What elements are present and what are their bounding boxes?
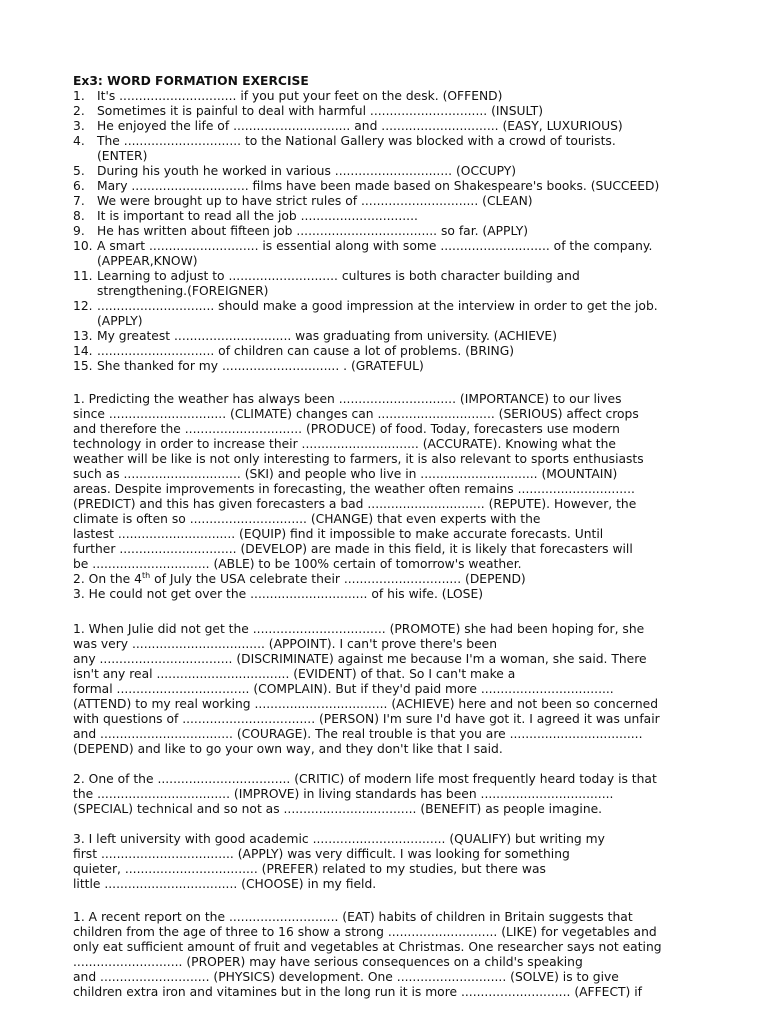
ordinal-suffix: th: [141, 570, 151, 580]
university-paragraph-line: little .................................. (CHOOSE) in my field.: [73, 877, 377, 891]
item-number: 6.: [73, 179, 85, 193]
item-text: .............................. should make a good impression at the interview in order to get the job.: [97, 299, 658, 313]
item-text: A smart ............................ is essential along with some ............................ of the company.: [97, 239, 653, 253]
promotion-paragraph-line: (DEPEND) and like to go your own way, and they don't like that I said.: [73, 742, 503, 756]
item-text: Sometimes it is painful to deal with harmful .............................. (INSULT): [97, 104, 543, 118]
weather-paragraph-line: further .............................. (DEVELOP) are made in this field, it is likely that forecasters will: [73, 542, 633, 556]
promotion-paragraph-line: 1. When Julie did not get the .................................. (PROMOTE) she had been hoping for, she: [73, 622, 645, 636]
promotion-paragraph-line: (ATTEND) to my real working .................................. (ACHIEVE) here and not been so concerned: [73, 697, 659, 711]
item-text: (ENTER): [97, 149, 148, 163]
item-number: 13.: [73, 329, 93, 343]
item-text: She thanked for my .............................. . (GRATEFUL): [97, 359, 424, 373]
item-text: strengthening.(FOREIGNER): [97, 284, 269, 298]
eating-paragraph-line: only eat sufficient amount of fruit and vegetables at Christmas. One researcher says not eating: [73, 940, 662, 954]
page-title: Ex3: WORD FORMATION EXERCISE: [73, 74, 309, 88]
item-text: (APPEAR,KNOW): [97, 254, 198, 268]
item-number: 2.: [73, 104, 85, 118]
item-text: It is important to read all the job ..............................: [97, 209, 418, 223]
critic-paragraph-line: 2. One of the .................................. (CRITIC) of modern life most frequently heard today is that: [73, 772, 657, 786]
item-number: 4.: [73, 134, 85, 148]
item-text: Mary .............................. films have been made based on Shakespeare's books. (SUCCEED): [97, 179, 660, 193]
item-number: 11.: [73, 269, 93, 283]
weather-paragraph-line: 1. Predicting the weather has always been .............................. (IMPORTANCE) to our lives: [73, 392, 622, 406]
promotion-paragraph-line: formal .................................. (COMPLAIN). But if they'd paid more ..................................: [73, 682, 614, 696]
item-text: He enjoyed the life of .............................. and .............................. (EASY, LUXURIOUS): [97, 119, 623, 133]
promotion-paragraph-line: isn't any real .................................. (EVIDENT) of that. So I can't make a: [73, 667, 516, 681]
july-line: [73, 572, 526, 587]
eating-paragraph-line: and ............................ (PHYSICS) development. One ............................ (SOLVE) is to give: [73, 970, 619, 984]
item-number: 7.: [73, 194, 85, 208]
item-number: 15.: [73, 359, 93, 373]
weather-paragraph-line: lastest .............................. (EQUIP) find it impossible to make accurate forecasts. Until: [73, 527, 604, 541]
weather-paragraph-line: climate is often so .............................. (CHANGE) that even experts with the: [73, 512, 541, 526]
weather-paragraph-line: since .............................. (CLIMATE) changes can .............................. (SERIOUS) affect crops: [73, 407, 639, 421]
item-number: 5.: [73, 164, 85, 178]
critic-paragraph-line: the .................................. (IMPROVE) in living standards has been ..................................: [73, 787, 614, 801]
july-line-start: 2. On the 4: [73, 572, 142, 586]
item-text: (APPLY): [97, 314, 143, 328]
weather-paragraph-line: technology in order to increase their .............................. (ACCURATE). Knowing what the: [73, 437, 616, 451]
eating-paragraph-line: ............................ (PROPER) may have serious consequences on a child's speaking: [73, 955, 583, 969]
eating-paragraph-line: children from the age of three to 16 show a strong ............................ (LIKE) for vegetables and: [73, 925, 657, 939]
item-text: We were brought up to have strict rules of .............................. (CLEAN): [97, 194, 533, 208]
promotion-paragraph-line: any .................................. (DISCRIMINATE) against me because I'm a woman, she said. There: [73, 652, 647, 666]
item-text: It's .............................. if you put your feet on the desk. (OFFEND): [97, 89, 503, 103]
promotion-paragraph-line: and .................................. (COURAGE). The real trouble is that you are ..................................: [73, 727, 643, 741]
weather-paragraph-line: areas. Despite improvements in forecasting, the weather often remains ..............................: [73, 482, 635, 496]
weather-paragraph-line: weather will be like is not only interesting to farmers, it is also relevant to sports enthusiasts: [73, 452, 644, 466]
item-text: Learning to adjust to ............................ cultures is both character building and: [97, 269, 580, 283]
item-number: 12.: [73, 299, 93, 313]
item-number: 1.: [73, 89, 85, 103]
weather-paragraph-line: be .............................. (ABLE) to be 100% certain of tomorrow's weather.: [73, 557, 522, 571]
university-paragraph-line: quieter, .................................. (PREFER) related to my studies, but there was: [73, 862, 546, 876]
item-number: 3.: [73, 119, 85, 133]
item-number: 14.: [73, 344, 93, 358]
item-text: My greatest .............................. was graduating from university. (ACHIEVE): [97, 329, 557, 343]
eating-paragraph-line: children extra iron and vitamines but in the long run it is more ............................ (AFFECT) if: [73, 985, 642, 999]
item-number: 8.: [73, 209, 85, 223]
lose-line: 3. He could not get over the .............................. of his wife. (LOSE): [73, 587, 484, 601]
item-text: .............................. of children can cause a lot of problems. (BRING): [97, 344, 515, 358]
university-paragraph-line: first .................................. (APPLY) was very difficult. I was looking for something: [73, 847, 570, 861]
weather-paragraph-line: and therefore the .............................. (PRODUCE) of food. Today, forecasters use modern: [73, 422, 620, 436]
university-paragraph-line: 3. I left university with good academic .................................. (QUALIFY) but writing my: [73, 832, 605, 846]
promotion-paragraph-line: was very .................................. (APPOINT). I can't prove there's been: [73, 637, 498, 651]
eating-paragraph-line: 1. A recent report on the ............................ (EAT) habits of children in Britain suggests that: [73, 910, 633, 924]
item-text: The .............................. to the National Gallery was blocked with a crowd of tourists.: [97, 134, 616, 148]
item-number: 9.: [73, 224, 85, 238]
weather-paragraph-line: such as .............................. (SKI) and people who live in .............................. (MOUNTAIN): [73, 467, 618, 481]
promotion-paragraph-line: with questions of .................................. (PERSON) I'm sure I'd have got it. I agreed it was unfair: [73, 712, 660, 726]
critic-paragraph-line: (SPECIAL) technical and so not as .................................. (BENEFIT) as people imagine.: [73, 802, 603, 816]
july-line-end: of July the USA celebrate their .............................. (DEPEND): [150, 572, 526, 586]
item-text: During his youth he worked in various .............................. (OCCUPY): [97, 164, 517, 178]
item-number: 10.: [73, 239, 93, 253]
weather-paragraph-line: (PREDICT) and this has given forecasters a bad .............................. (REPUTE). However, the: [73, 497, 637, 511]
item-text: He has written about fifteen job .................................... so far. (APPLY): [97, 224, 529, 238]
